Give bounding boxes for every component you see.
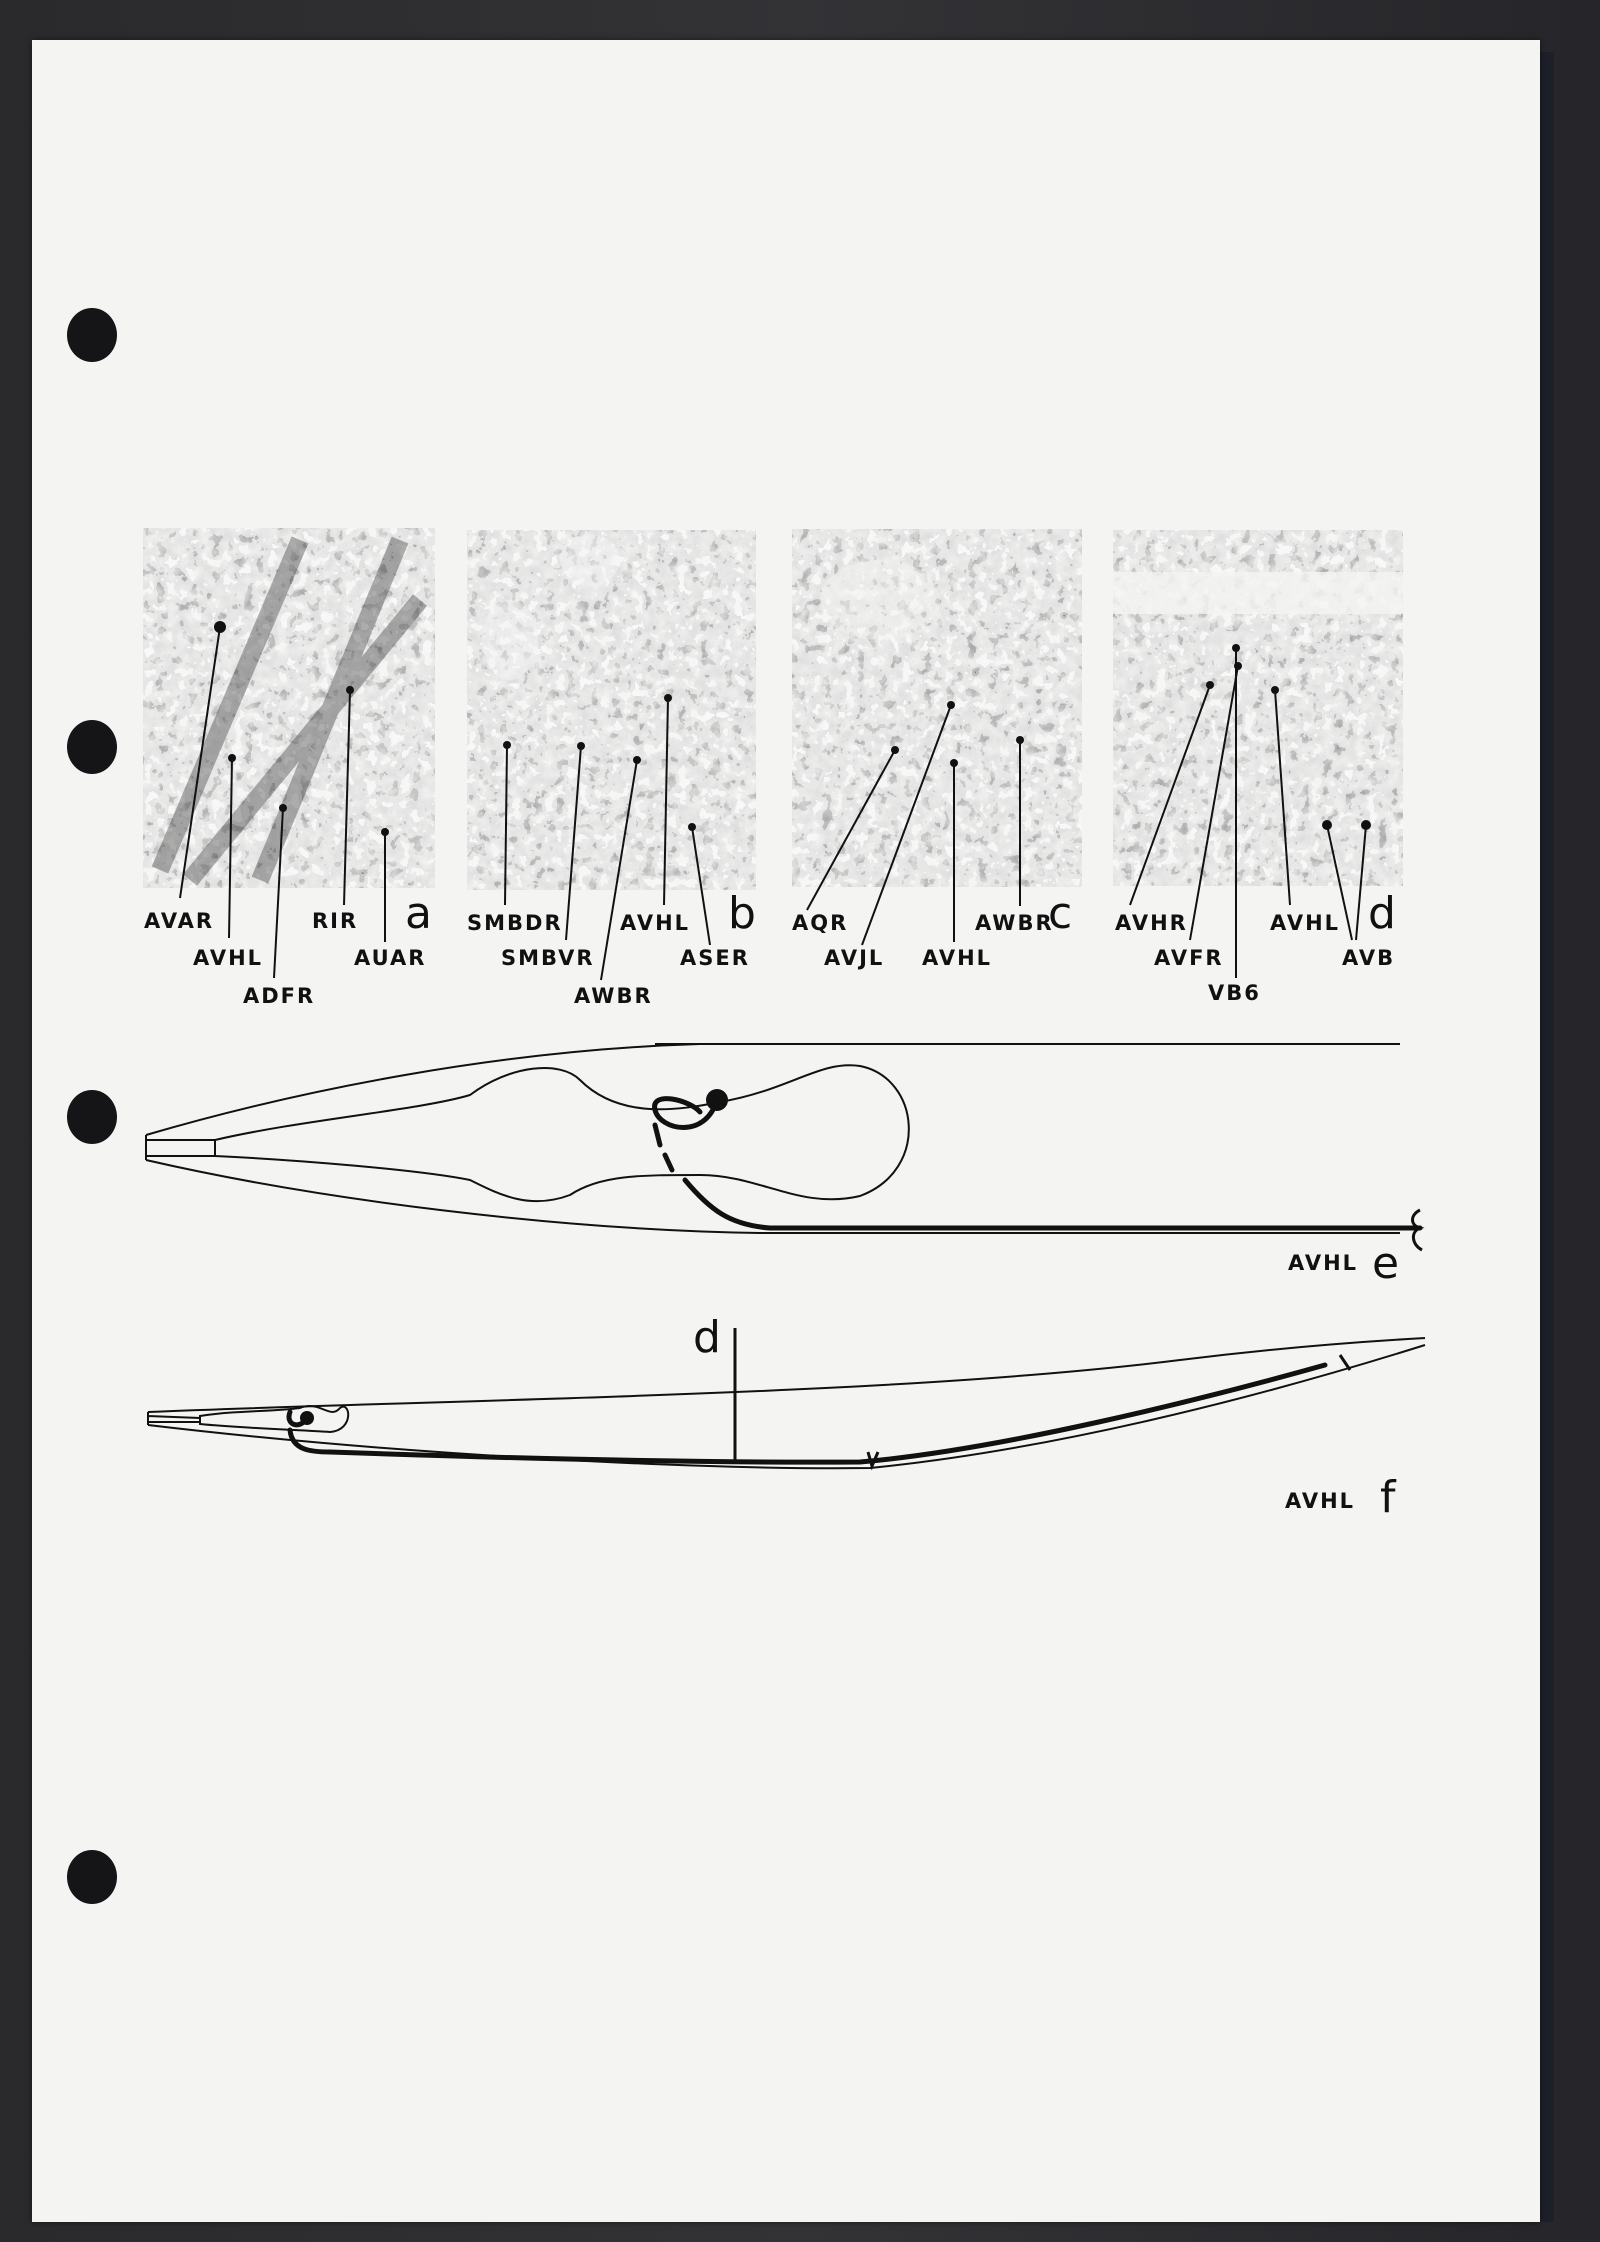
- label-avb: AVB: [1342, 946, 1396, 970]
- diagram-e: [146, 1044, 1422, 1289]
- label-aqr: AQR: [792, 911, 849, 935]
- pharynx-outline: [215, 1065, 909, 1201]
- neuron-axon: [290, 1365, 1325, 1462]
- label-avhl: AVHL: [1270, 911, 1341, 935]
- mouth-stoma: [148, 1412, 200, 1425]
- panel-c: [792, 529, 1082, 970]
- label-avhl-f: AVHL: [1285, 1489, 1356, 1513]
- panel-letter-f: f: [1380, 1472, 1396, 1523]
- micrograph-b-texture: [560, 534, 620, 586]
- label-smbdr: SMBDR: [467, 911, 563, 935]
- label-avhl: AVHL: [922, 946, 993, 970]
- micrograph-c-texture: [820, 560, 940, 640]
- label-awbr: AWBR: [574, 984, 653, 1008]
- axon-terminal-tick: [1340, 1355, 1350, 1370]
- section-marker-d: d: [693, 1312, 721, 1363]
- label-auar: AUAR: [354, 946, 427, 970]
- label-awbr: AWBR: [975, 911, 1054, 935]
- label-aser: ASER: [680, 946, 750, 970]
- micrograph-b: [467, 530, 756, 890]
- label-avhl-e: AVHL: [1288, 1251, 1359, 1275]
- micrograph-d-texture: [1113, 572, 1403, 614]
- neuron-axon: [685, 1180, 1420, 1228]
- panel-b: [467, 530, 756, 1008]
- micrograph-b-texture: [482, 600, 538, 680]
- panel-d: [1113, 530, 1403, 1005]
- label-avhl: AVHL: [193, 946, 264, 970]
- label-rir: RIR: [312, 909, 359, 933]
- label-avar: AVAR: [144, 909, 215, 933]
- neuron-dashed: [655, 1125, 672, 1170]
- label-avhr: AVHR: [1115, 911, 1188, 935]
- mouth-stoma: [146, 1135, 215, 1160]
- panel-letter-b: b: [728, 888, 756, 939]
- panel-a: [143, 528, 435, 1008]
- panel-letter-a: a: [405, 888, 432, 939]
- label-smbvr: SMBVR: [501, 946, 595, 970]
- body-outline-bottom: [146, 1160, 1400, 1233]
- label-avfr: AVFR: [1154, 946, 1224, 970]
- label-vb6: VB6: [1208, 981, 1261, 1005]
- label-avhl: AVHL: [620, 911, 691, 935]
- body-outline-bottom: [148, 1345, 1425, 1468]
- label-adfr: ADFR: [243, 984, 316, 1008]
- panel-letter-c: c: [1048, 888, 1073, 939]
- panel-letter-d: d: [1368, 888, 1396, 939]
- diagram-f: [148, 1312, 1425, 1523]
- label-avjl: AVJL: [824, 946, 885, 970]
- body-outline-top-head: [146, 1044, 700, 1135]
- panel-letter-e: e: [1372, 1238, 1400, 1289]
